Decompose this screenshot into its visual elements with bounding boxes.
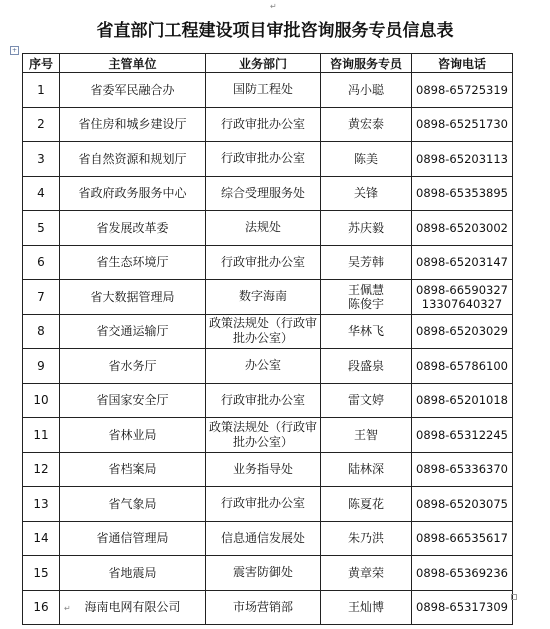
header-dept: 业务部门 bbox=[206, 54, 321, 73]
cell-phone: 0898-65336370 bbox=[412, 452, 513, 487]
cell-person: 王佩慧 陈俊宇 bbox=[321, 280, 412, 315]
cell-phone: 0898-65203002 bbox=[412, 211, 513, 246]
cell-no: 9 bbox=[23, 349, 60, 384]
paragraph-mark: ↵ bbox=[270, 2, 277, 11]
cell-person: 王智 bbox=[321, 418, 412, 453]
cell-phone: 0898-65312245 bbox=[412, 418, 513, 453]
cell-person: 陆林深 bbox=[321, 452, 412, 487]
cell-unit: 省发展改革委 bbox=[60, 211, 206, 246]
cell-phone: 0898-65251730 bbox=[412, 107, 513, 142]
table-row bbox=[23, 418, 513, 453]
table-row bbox=[23, 452, 513, 487]
table-row bbox=[23, 521, 513, 556]
cell-unit: 省国家安全厅 bbox=[60, 383, 206, 418]
header-phone: 咨询电话 bbox=[412, 54, 513, 73]
cell-unit: 省气象局 bbox=[60, 487, 206, 522]
table-row bbox=[23, 383, 513, 418]
cell-dept: 行政审批办公室 bbox=[206, 107, 321, 142]
cell-unit: 省大数据管理局 bbox=[60, 280, 206, 315]
cell-person: 陈夏花 bbox=[321, 487, 412, 522]
cell-phone: 0898-65369236 bbox=[412, 556, 513, 591]
cell-phone: 0898-65201018 bbox=[412, 383, 513, 418]
cell-person: 吴芳韩 bbox=[321, 245, 412, 280]
cell-dept: 政策法规处（行政审批办公室） bbox=[206, 418, 321, 453]
table-row bbox=[23, 280, 513, 315]
cell-no: 3 bbox=[23, 142, 60, 177]
cell-dept: 国防工程处 bbox=[206, 73, 321, 108]
table-row bbox=[23, 349, 513, 384]
table-resize-handle[interactable] bbox=[511, 594, 517, 600]
cell-dept: 办公室 bbox=[206, 349, 321, 384]
cell-no: 5 bbox=[23, 211, 60, 246]
cell-no: 4 bbox=[23, 176, 60, 211]
cell-person: 段盛泉 bbox=[321, 349, 412, 384]
cell-unit: 省档案局 bbox=[60, 452, 206, 487]
table-row bbox=[23, 245, 513, 280]
cell-person: 陈美 bbox=[321, 142, 412, 177]
table-row bbox=[23, 314, 513, 349]
cell-phone: 0898-65203113 bbox=[412, 142, 513, 177]
cell-dept: 震害防御处 bbox=[206, 556, 321, 591]
cell-dept: 行政审批办公室 bbox=[206, 245, 321, 280]
table-row bbox=[23, 107, 513, 142]
paragraph-mark: ↵ bbox=[64, 604, 71, 613]
table-body bbox=[23, 73, 513, 625]
table-row bbox=[23, 556, 513, 591]
cell-dept: 市场营销部 bbox=[206, 590, 321, 625]
cell-unit: 省住房和城乡建设厅 bbox=[60, 107, 206, 142]
cell-no: 8 bbox=[23, 314, 60, 349]
cell-dept: 行政审批办公室 bbox=[206, 487, 321, 522]
table-row bbox=[23, 176, 513, 211]
cell-phone: 0898-65203147 bbox=[412, 245, 513, 280]
cell-person: 关锋 bbox=[321, 176, 412, 211]
cell-person: 冯小聪 bbox=[321, 73, 412, 108]
cell-unit: 省自然资源和规划厅 bbox=[60, 142, 206, 177]
cell-no: 7 bbox=[23, 280, 60, 315]
cell-person: 黄章荣 bbox=[321, 556, 412, 591]
cell-no: 12 bbox=[23, 452, 60, 487]
cell-unit: 省林业局 bbox=[60, 418, 206, 453]
cell-phone: 0898-65203075 bbox=[412, 487, 513, 522]
cell-unit: 省生态环境厅 bbox=[60, 245, 206, 280]
header-no: 序号 bbox=[23, 54, 60, 73]
cell-no: 1 bbox=[23, 73, 60, 108]
cell-unit: 省通信管理局 bbox=[60, 521, 206, 556]
cell-phone: 0898-65786100 bbox=[412, 349, 513, 384]
cell-phone: 0898-66590327 13307640327 bbox=[412, 280, 513, 315]
cell-dept: 法规处 bbox=[206, 211, 321, 246]
cell-dept: 政策法规处（行政审批办公室） bbox=[206, 314, 321, 349]
table-row bbox=[23, 73, 513, 108]
cell-dept: 数字海南 bbox=[206, 280, 321, 315]
page-title: 省直部门工程建设项目审批咨询服务专员信息表 bbox=[96, 21, 454, 41]
cell-dept: 信息通信发展处 bbox=[206, 521, 321, 556]
cell-phone: 0898-65317309 bbox=[412, 590, 513, 625]
cell-no: 13 bbox=[23, 487, 60, 522]
cell-unit: 省水务厅 bbox=[60, 349, 206, 384]
cell-person: 黄宏泰 bbox=[321, 107, 412, 142]
cell-dept: 综合受理服务处 bbox=[206, 176, 321, 211]
cell-phone: 0898-65203029 bbox=[412, 314, 513, 349]
cell-person: 王灿博 bbox=[321, 590, 412, 625]
table-row bbox=[23, 211, 513, 246]
table-header-row bbox=[23, 54, 513, 73]
cell-dept: 行政审批办公室 bbox=[206, 383, 321, 418]
cell-dept: 业务指导处 bbox=[206, 452, 321, 487]
cell-phone: 0898-65353895 bbox=[412, 176, 513, 211]
cell-no: 14 bbox=[23, 521, 60, 556]
cell-no: 16 bbox=[23, 590, 60, 625]
cell-unit: 省地震局 bbox=[60, 556, 206, 591]
header-person: 咨询服务专员 bbox=[321, 54, 412, 73]
cell-person: 华林飞 bbox=[321, 314, 412, 349]
cell-no: 2 bbox=[23, 107, 60, 142]
cell-no: 10 bbox=[23, 383, 60, 418]
cell-person: 苏庆毅 bbox=[321, 211, 412, 246]
cell-unit: 省交通运输厅 bbox=[60, 314, 206, 349]
table-row bbox=[23, 487, 513, 522]
cell-unit: 省政府政务服务中心 bbox=[60, 176, 206, 211]
cell-phone: 0898-66535617 bbox=[412, 521, 513, 556]
cell-phone: 0898-65725319 bbox=[412, 73, 513, 108]
table-row bbox=[23, 590, 513, 625]
cell-dept: 行政审批办公室 bbox=[206, 142, 321, 177]
cell-unit: 省委军民融合办 bbox=[60, 73, 206, 108]
cell-person: 雷文婷 bbox=[321, 383, 412, 418]
table-move-handle-icon[interactable]: + bbox=[11, 47, 18, 54]
info-table bbox=[22, 53, 513, 625]
cell-unit: 海南电网有限公司 bbox=[60, 590, 206, 625]
cell-no: 6 bbox=[23, 245, 60, 280]
cell-no: 11 bbox=[23, 418, 60, 453]
header-unit: 主管单位 bbox=[60, 54, 206, 73]
cell-no: 15 bbox=[23, 556, 60, 591]
table-row bbox=[23, 142, 513, 177]
cell-person: 朱乃洪 bbox=[321, 521, 412, 556]
